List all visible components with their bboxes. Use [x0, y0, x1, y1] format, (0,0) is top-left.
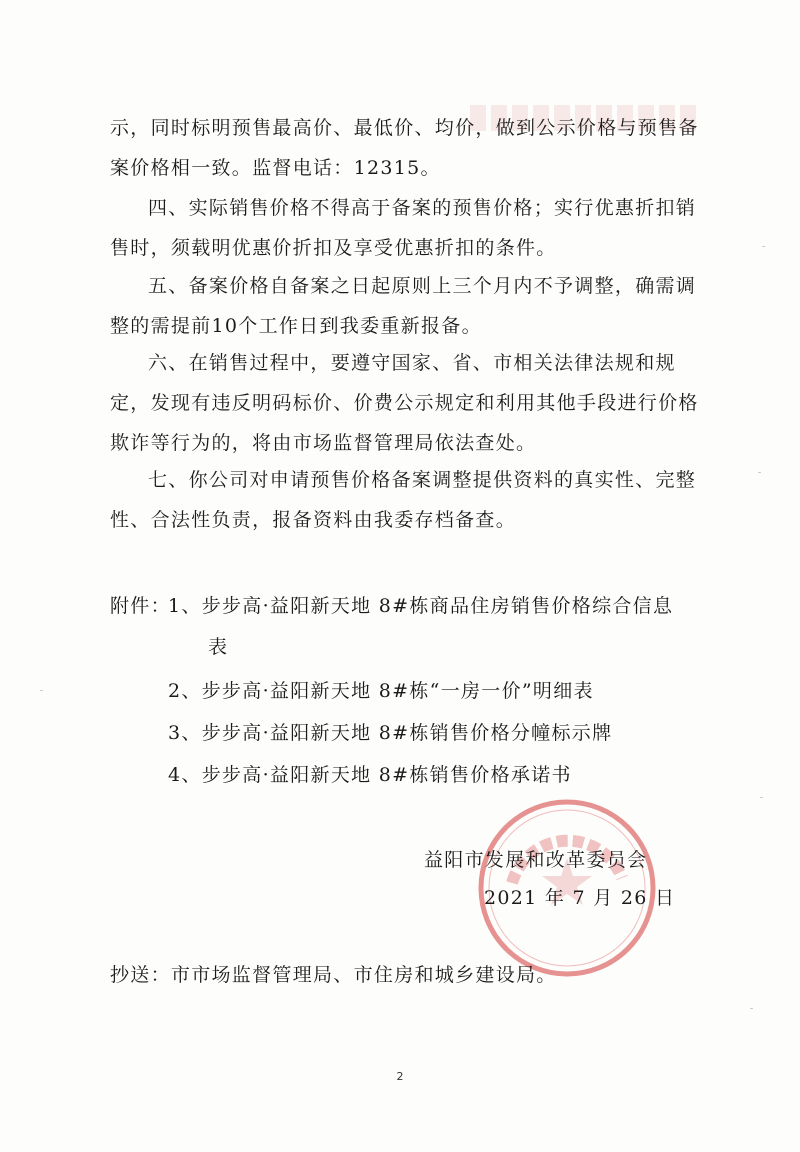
- signing-organization: 益阳市发展和改革委员会: [424, 849, 648, 871]
- paragraph-3-continuation: 示，同时标明预售最高价、最低价、均价，做到公示价格与预售备案价格相一致。监督电话：12315。: [110, 117, 699, 179]
- paragraph-7: 七、你公司对申请预售价格备案调整提供资料的真实性、完整性、合法性负责，报备资料由我委存档备查。: [110, 469, 697, 531]
- attachments-label: 附件：: [110, 595, 171, 617]
- cc-line: 抄送：市市场监督管理局、市住房和城乡建设局。: [110, 964, 557, 986]
- attachment-item-3: 3、步步高·益阳新天地 8#栋销售价格分幢标示牌: [168, 722, 613, 744]
- attachment-item-1-continuation: 表: [208, 636, 229, 658]
- attachment-item-1: 1、步步高·益阳新天地 8#栋商品住房销售价格综合信息: [168, 595, 674, 617]
- attachment-item-4: 4、步步高·益阳新天地 8#栋销售价格承诺书: [168, 764, 572, 786]
- signing-date: 2021 年 7 月 26 日: [484, 887, 676, 909]
- paragraph-5: 五、备案价格自备案之日起原则上三个月内不予调整，确需调整的需提前10个工作日到我委重新报备。: [110, 275, 697, 337]
- paragraph-6: 六、在销售过程中，要遵守国家、省、市相关法律法规和规定，发现有违反明码标价、价费公示规定和利用其他手段进行价格欺诈等行为的，将由市场监督管理局依法查处。: [110, 352, 699, 454]
- page-number: 2: [396, 1070, 404, 1083]
- attachment-item-2: 2、步步高·益阳新天地 8#栋“一房一价”明细表: [168, 680, 594, 702]
- paragraph-4: 四、实际销售价格不得高于备案的预售价格；实行优惠折扣销售时，须载明优惠价折扣及享受优惠折扣的条件。: [110, 197, 697, 259]
